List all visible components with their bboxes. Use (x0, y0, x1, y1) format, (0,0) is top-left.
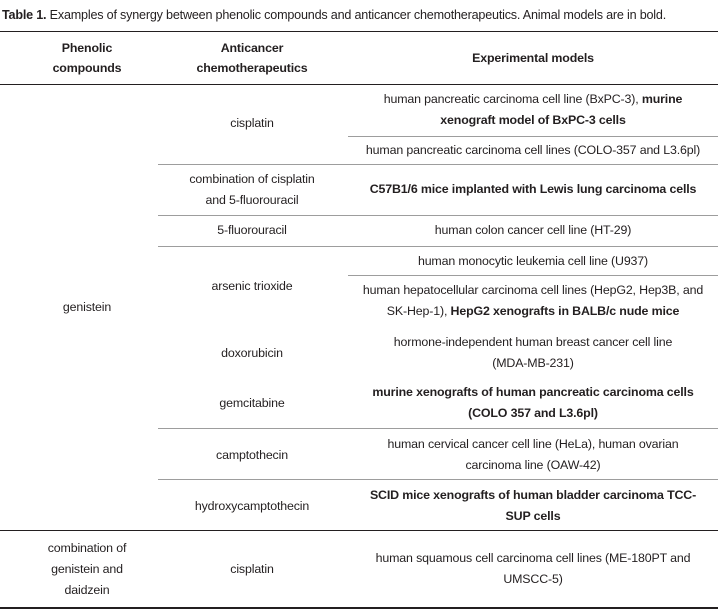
model-tcc-sup: SCID mice xenografts of human bladder carcinoma TCC-SUP cells (369, 488, 697, 523)
model-me180pt-umscc5: human squamous cell carcinoma cell lines (ME-180PT and UMSCC-5) (375, 551, 691, 586)
drug-cisplatin-combo: cisplatin (230, 561, 274, 576)
model-mda-mb-231: hormone-independent human breast cancer cell line (MDA-MB-231) (393, 335, 673, 370)
row-separator (348, 136, 718, 137)
row-separator (158, 215, 718, 216)
model-lewis-lung: C57B1/6 mice implanted with Lewis lung carcinoma cells (369, 182, 697, 196)
model-hela-oaw42: human cervical cancer cell line (HeLa), human ovarian carcinoma line (OAW-42) (387, 437, 679, 472)
header-anticancer-chemotherapeutics: Anticancer chemotherapeutics (196, 41, 308, 75)
group-rule (0, 530, 718, 531)
drug-cisplatin-5fu: combination of cisplatin and 5-fluorouracil (189, 171, 315, 207)
row-separator (158, 164, 718, 165)
bottom-rule (0, 607, 718, 609)
model-ht29: human colon cancer cell line (HT-29) (434, 223, 632, 237)
model-hepg2: human hepatocellular carcinoma cell lines (HepG2, Hep3B, and SK-Hep-1), HepG2 xenografts in BALB/c nude mice (362, 282, 704, 318)
compound-genistein-daidzein: combination of genistein and daidzein (47, 540, 127, 597)
model-colo357-l36pl: human pancreatic carcinoma cell lines (COLO-357 and L3.6pl) (365, 142, 701, 157)
header-experimental-models: Experimental models (472, 51, 594, 65)
table-caption (2, 7, 716, 23)
drug-hydroxycamptothecin: hydroxycamptothecin (194, 498, 310, 513)
compound-genistein: genistein (62, 300, 112, 314)
row-separator (158, 479, 718, 480)
drug-camptothecin: camptothecin (216, 447, 288, 462)
drug-5fu: 5-fluorouracil (217, 223, 287, 237)
top-rule (0, 31, 718, 32)
drug-gemcitabine: gemcitabine (219, 395, 285, 410)
row-separator (158, 246, 718, 247)
drug-arsenic-trioxide: arsenic trioxide (211, 278, 293, 293)
table-caption-text: Examples of synergy between phenolic compounds and anticancer chemotherapeutics. Animal models are in bold. (46, 8, 667, 22)
drug-cisplatin: cisplatin (230, 116, 274, 130)
table-label: Table 1. (2, 8, 47, 22)
model-pancreatic-xenografts: murine xenografts of human pancreatic carcinoma cells (COLO 357 and L3.6pl) (372, 385, 694, 420)
model-u937: human monocytic leukemia cell line (U937) (417, 253, 649, 268)
row-separator (348, 275, 718, 276)
model-bxpc3: human pancreatic carcinoma cell line (BxPC-3), murine xenograft model of BxPC-3 cells (383, 92, 683, 127)
row-separator (158, 428, 718, 429)
header-phenolic-compounds: Phenolic compounds (52, 41, 122, 75)
drug-doxorubicin: doxorubicin (221, 345, 283, 360)
